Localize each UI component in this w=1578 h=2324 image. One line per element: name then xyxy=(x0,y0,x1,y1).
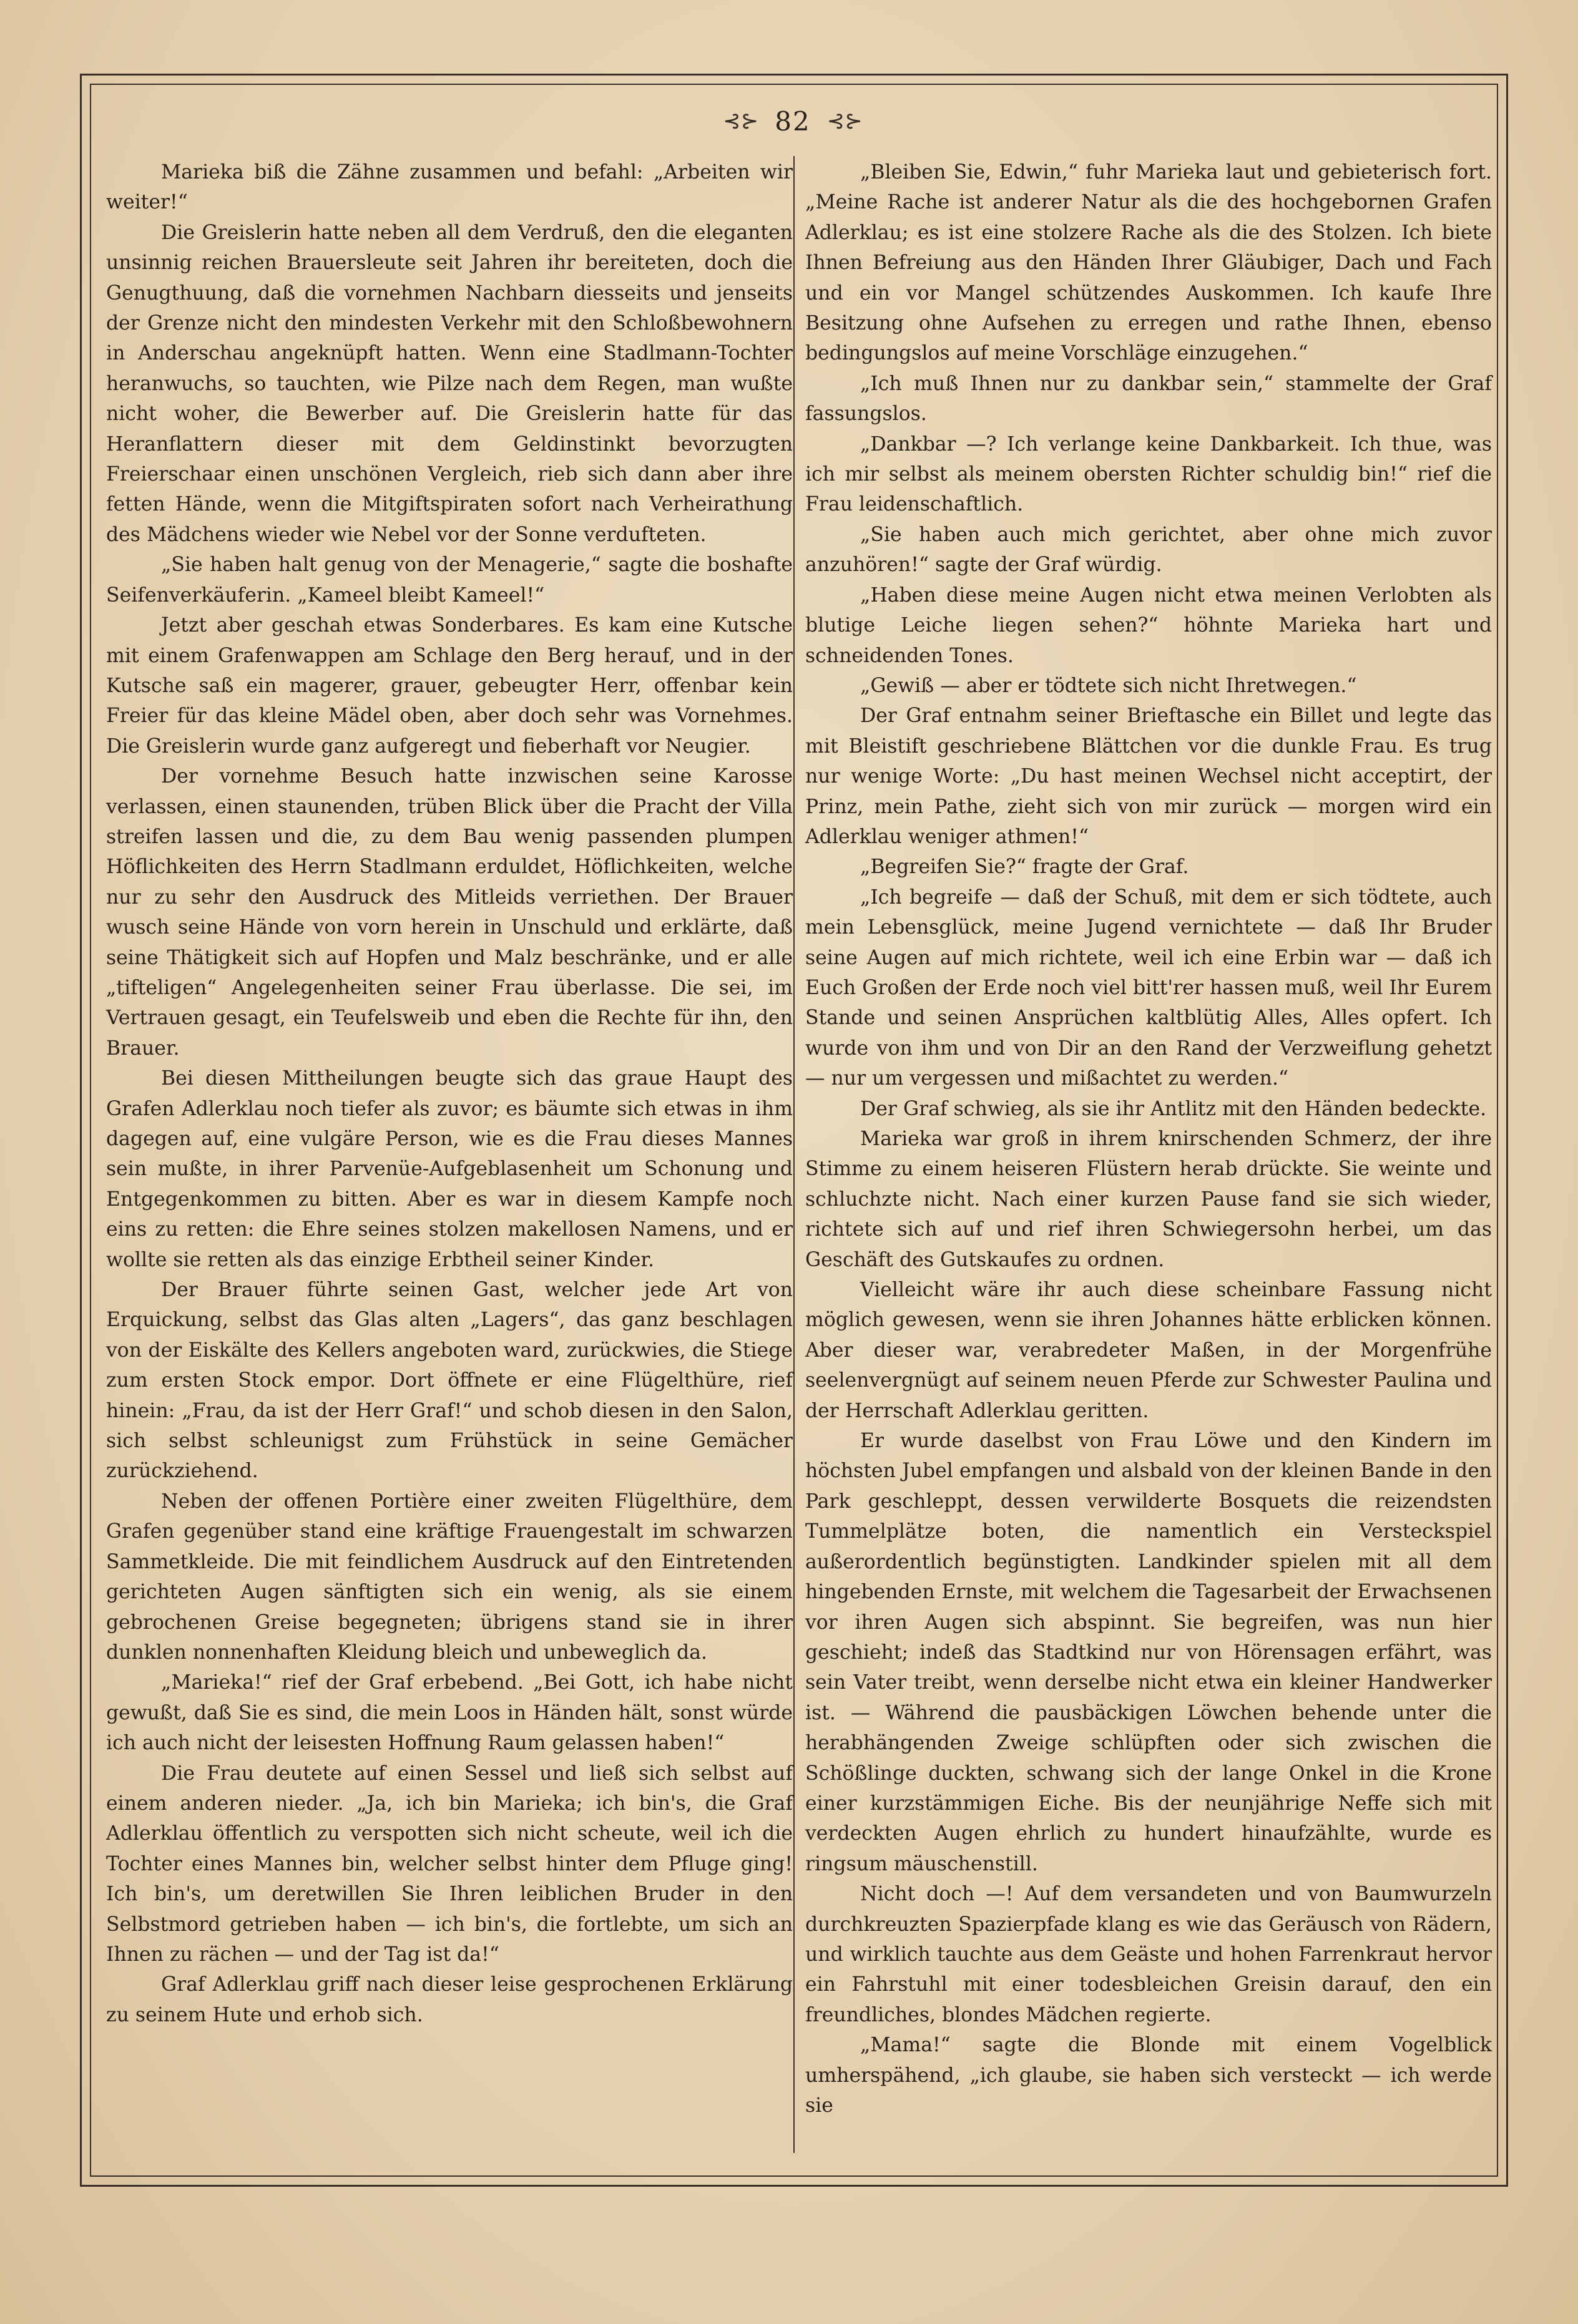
paragraph: Graf Adlerklau griff nach dieser leise gesprochenen Erklärung zu seinem Hute und erhob sich. xyxy=(106,1973,793,2026)
paragraph: Bei diesen Mittheilungen beugte sich das graue Haupt des Grafen Adlerklau noch tiefer als zuvor; es bäumte sich etwas in ihm dagegen auf, eine vulgäre Person, wie es die Frau dieses Mannes sein mußte, in ihrer Parvenüe-Aufgeblasenheit um Schonung und Entgegenkommen zu bitten. Aber es war in diesem Kampfe noch eins zu retten: die Ehre seines stolzen makellosen Namens, und er wollte sie retten als das einzige Erbtheil seiner Kinder. xyxy=(106,1067,793,1271)
paragraph: Nicht doch —! Auf dem versandeten und von Baumwurzeln durchkreuzten Spazierpfade klang es wie das Geräusch von Rädern, und wirklich tauchte aus dem Geäste und hohen Farrenkraut hervor ein Fahrstuhl mit einer todesbleichen Greisin darauf, den ein freundliches, blondes Mädchen regierte. xyxy=(805,1883,1492,2026)
paragraph: Jetzt aber geschah etwas Sonderbares. Es kam eine Kutsche mit einem Grafenwappen am Schlage den Berg herauf, und in der Kutsche saß ein magerer, grauer, gebeugter Herr, offenbar kein Freier für das kleine Mädel oben, aber doch sehr was Vornehmes. Die Greislerin wurde ganz aufgeregt und fieberhaft vor Neugier. xyxy=(106,614,793,758)
paragraph: Der Graf schwieg, als sie ihr Antlitz mit den Händen bedeckte. xyxy=(860,1097,1487,1120)
ornament-left-icon: ⊰⊱ xyxy=(723,109,759,134)
paragraph: „Dankbar —? Ich verlange keine Dankbarkeit. Ich thue, was ich mir selbst als meinem obersten Richter schuldig bin!“ rief die Frau leidenschaftlich. xyxy=(805,432,1492,516)
paragraph: „Mama!“ sagte die Blonde mit einem Vogelblick umherspähend, „ich glaube, sie haben sich versteckt — ich werde sie xyxy=(805,2034,1492,2117)
paragraph: Neben der offenen Portière einer zweiten Flügelthüre, dem Grafen gegenüber stand eine kräftige Frauengestalt im schwarzen Sammetkleide. Die mit feindlichem Ausdruck auf den Eintretenden gerichteten Augen sänftigten sich ein wenig, als sie einem gebrochenen Greise begegneten; übrigens stand sie in ihrer dunklen nonnenhaften Kleidung bleich und unbeweglich da. xyxy=(106,1490,793,1664)
paragraph: „Sie haben halt genug von der Menagerie,“ sagte die boshafte Seifenverkäuferin. „Kameel bleibt Kameel!“ xyxy=(106,554,793,607)
paragraph: Die Greislerin hatte neben all dem Verdruß, den die eleganten unsinnig reichen Brauersleute seit Jahren ihr bereiteten, doch die Genugthuung, daß die vornehmen Nachbarn diesseits und jenseits der Grenze nicht den mindesten Verkehr mit den Schloßbewohnern in Anderschau angeknüpft hatten. Wenn eine Stadlmann-Tochter heranwuchs, so tauchten, wie Pilze nach dem Regen, man wußte nicht woher, die Bewerber auf. Die Greislerin hatte für das Heranflattern dieser mit dem Geldinstinkt bevorzugten Freierschaar einen unschönen Vergleich, rieb sich dann aber ihre fetten Hände, wenn die Mitgiftspiraten sofort nach Verheirathung des Mädchens wieder wie Nebel vor der Sonne verdufteten. xyxy=(106,221,793,546)
paragraph: „Begreifen Sie?“ fragte der Graf. xyxy=(860,856,1189,879)
paragraph: „Ich begreife — daß der Schuß, mit dem er sich tödtete, auch mein Lebensglück, meine Jugend vernichtete — daß Ihr Bruder seine Augen auf mich richtete, weil ich eine Erbin war — daß ich Euch Großen der Erde noch viel bitt'rer hassen muß, weil Ihr Eurem Stande und seinen Ansprüchen kaltblütig Alles, Alles opfert. Ich wurde von ihm und von Dir an den Rand der Verzweiflung gehetzt — nur um vergessen und mißachtet zu werden.“ xyxy=(805,886,1492,1090)
paragraph: „Bleiben Sie, Edwin,“ fuhr Marieka laut und gebieterisch fort. „Meine Rache ist anderer Natur als die des hochgebornen Grafen Adlerklau; es ist eine stolzere Rache als die des Stolzen. Ich biete Ihnen Befreiung aus den Händen Ihrer Gläubiger, Dach und Fach und ein vor Mangel schützendes Auskommen. Ich kaufe Ihre Besitzung ohne Aufsehen zu erregen und rathe Ihnen, ebenso bedingungslos auf meine Vorschläge einzugehen.“ xyxy=(805,161,1492,365)
paragraph: „Marieka!“ rief der Graf erbebend. „Bei Gott, ich habe nicht gewußt, daß Sie es sind, die mein Loos in Händen hält, sonst würde ich auch nicht der leisesten Hoffnung Raum gelassen haben!“ xyxy=(106,1671,793,1755)
paragraph: „Sie haben auch mich gerichtet, aber ohne mich zuvor anzuhören!“ sagte der Graf würdig. xyxy=(805,523,1492,577)
paragraph: Er wurde daselbst von Frau Löwe und den Kindern im höchsten Jubel empfangen und alsbald von der kleinen Bande in den Park geschleppt, dessen verwilderte Bosquets die reizendsten Tummelplätze boten, die namentlich ein Versteckspiel außerordentlich begünstigten. Landkinder spielen mit all dem hingebenden Ernste, mit welchem die Tagesarbeit der Erwachsenen vor ihren Augen sich abspinnt. Sie begreifen, was nun hier geschieht; indeß das Stadtkind nur von Hörensagen erfährt, was sein Vater treibt, wenn derselbe nicht etwa ein kleiner Handwerker ist. — Während die pausbäckigen Löwchen behende unter die herabhängenden Zweige schlüpften oder sich zwischen die Schößlinge duckten, schwang sich der lange Onkel in die Krone einer kurzstämmigen Eiche. Bis der neunjährige Neffe sich mit verdeckten Augen ehrlich zu hundert hinaufzählte, wurde es ringsum mäuschenstill. xyxy=(805,1430,1492,1875)
paragraph: „Ich muß Ihnen nur zu dankbar sein,“ stammelte der Graf fassungslos. xyxy=(805,372,1492,426)
right-column xyxy=(805,157,1492,2121)
page-header xyxy=(668,102,918,140)
paragraph: „Gewiß — aber er tödtete sich nicht Ihretwegen.“ xyxy=(860,674,1357,697)
paragraph: Der vornehme Besuch hatte inzwischen seine Karosse verlassen, einen staunenden, trüben Blick über die Pracht der Villa streifen lassen und die, zu dem Bau wenig passenden plumpen Höflichkeiten des Herrn Stadlmann erduldet, Höflichkeiten, welche nur zu sehr den Ausdruck des Mitleids verriethen. Der Brauer wusch seine Hände von vorn herein in Unschuld und erklärte, daß seine Thätigkeit sich auf Hopfen und Malz beschränke, und er alle „tifteligen“ Angelegenheiten seiner Frau überlasse. Die sei, im Vertrauen gesagt, ein Teufelsweib und eben die Rechte für ihn, den Brauer. xyxy=(106,765,793,1060)
paragraph: Marieka war groß in ihrem knirschenden Schmerz, der ihre Stimme zu einem heiseren Flüstern herab drückte. Sie weinte und schluchzte nicht. Nach einer kurzen Pause fand sie sich wieder, richtete sich auf und rief ihren Schwiegersohn herbei, um das Geschäft des Gutskaufes zu ordnen. xyxy=(805,1128,1492,1271)
paragraph: Vielleicht wäre ihr auch diese scheinbare Fassung nicht möglich gewesen, wenn sie ihren Johannes hätte erblicken können. Aber dieser war, verabredeter Maßen, in der Morgenfrühe seelenvergnügt auf seinem neuen Pferde zur Schwester Paulina und der Herrschaft Adlerklau geritten. xyxy=(805,1279,1492,1422)
paragraph: Marieka biß die Zähne zusammen und befahl: „Arbeiten wir weiter!“ xyxy=(106,161,793,214)
ornament-right-icon: ⊰⊱ xyxy=(826,109,863,134)
paragraph: „Haben diese meine Augen nicht etwa meinen Verlobten als blutige Leiche liegen sehen?“ höhnte Marieka hart und schneidenden Tones. xyxy=(805,583,1492,667)
column-divider xyxy=(793,156,795,2153)
page-number: 82 xyxy=(775,105,811,137)
paragraph: Die Frau deutete auf einen Sessel und ließ sich selbst auf einem anderen nieder. „Ja, ich bin Marieka; ich bin's, die Graf Adlerklau öffentlich zu verspotten sich nicht scheute, weil ich die Tochter eines Mannes bin, welcher selbst hinter dem Pfluge ging! Ich bin's, um deretwillen Sie Ihren leiblichen Bruder in den Selbstmord getrieben haben — ich bin's, die fortlebte, um sich an Ihnen zu rächen — und der Tag ist da!“ xyxy=(106,1762,793,1966)
paragraph: Der Brauer führte seinen Gast, welcher jede Art von Erquickung, selbst das Glas alten „Lagers“, das ganz beschlagen von der Eiskälte des Kellers angeboten ward, zurückwies, die Stiege zum ersten Stock empor. Dort öffnete er eine Flügelthüre, rief hinein: „Frau, da ist der Herr Graf!“ und schob diesen in den Salon, sich selbst schleunigst zum Frühstück in seine Gemächer zurückziehend. xyxy=(106,1279,793,1483)
paragraph: Der Graf entnahm seiner Brieftasche ein Billet und legte das mit Bleistift geschriebene Blättchen vor die dunkle Frau. Es trug nur wenige Worte: „Du hast meinen Wechsel nicht acceptirt, der Prinz, mein Pathe, zieht sich von mir zurück — morgen wird ein Adlerklau weniger athmen!“ xyxy=(805,705,1492,848)
left-column xyxy=(106,157,793,2030)
